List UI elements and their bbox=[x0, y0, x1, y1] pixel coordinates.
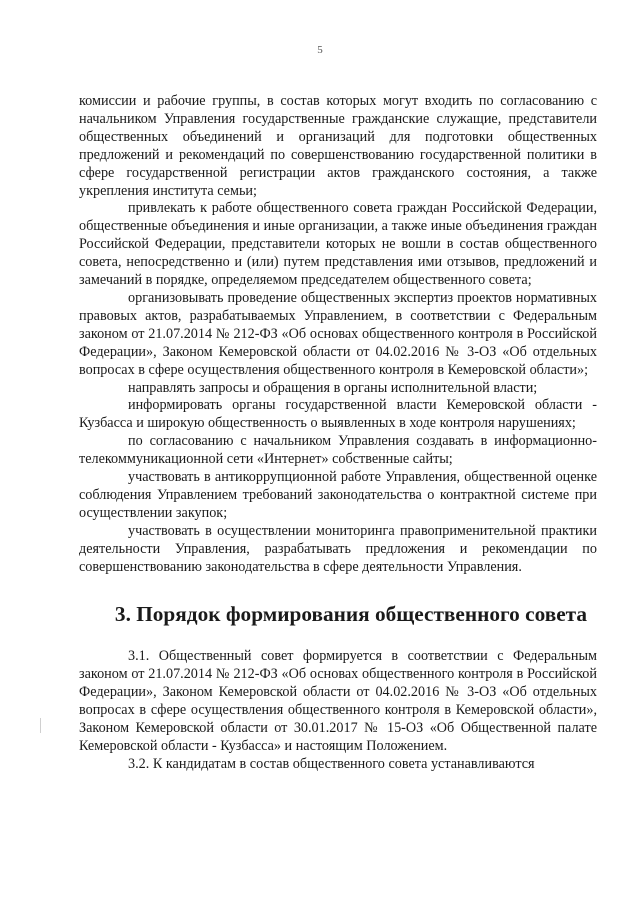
paragraph: привлекать к работе общественного совета граждан Российской Федерации, общественные объединения и иные организации, а также иные объединения граждан Российской Федерации, представители которых не вошли в состав общественного совета, непосредственно и (или) путем представления ими отзывов, предложений и замечаний в порядке, определяемом председателем общественного совета; bbox=[79, 200, 597, 289]
margin-scan-mark bbox=[40, 718, 41, 733]
paragraph: информировать органы государственной власти Кемеровской области - Кузбасса и широкую общественность о выявленных в ходе контроля нарушениях; bbox=[79, 397, 597, 432]
document-body bbox=[79, 93, 597, 774]
paragraph: комиссии и рабочие группы, в состав которых могут входить по согласованию с начальником Управления государственные гражданские служащие, представители общественных объединений и организаций для подготовки общественных предложений и рекомендаций по совершенствованию государственной политики в сфере государственной регистрации актов гражданского состояния, а также укрепления института семьи; bbox=[79, 93, 597, 199]
paragraph: участвовать в осуществлении мониторинга правоприменительной практики деятельности Управления, разрабатывать предложения и рекомендации по совершенствованию законодательства в сфере деятельности Управления. bbox=[79, 522, 597, 575]
paragraph: 3.1. Общественный совет формируется в соответствии с Федеральным законом от 21.07.2014 № 212-ФЗ «Об основах общественного контроля в Российской Федерации», Законом Кемеровской области от 04.02.2016 № 3-ОЗ «Об отдельных вопросах в сфере осуществления общественного контроля в Кемеровской области», Законом Кемеровской области от 30.01.2017 № 15-ОЗ «Об Общественной палате Кемеровской области - Кузбасса» и настоящим Положением. bbox=[79, 648, 597, 754]
section-heading: 3. Порядок формирования общественного совета bbox=[114, 602, 588, 627]
page-number: 5 bbox=[317, 44, 323, 56]
paragraph: участвовать в антикоррупционной работе Управления, общественной оценке соблюдения Управлением требований законодательства о контрактной системе при осуществлении закупок; bbox=[79, 469, 597, 521]
paragraph: организовывать проведение общественных экспертиз проектов нормативных правовых актов, разрабатываемых Управлением, в соответствии с Федеральным законом от 21.07.2014 № 212-ФЗ «Об основах общественного контроля в Российской Федерации», Законом Кемеровской области от 04.02.2016 № 3-ОЗ «Об отдельных вопросах в сфере осуществления общественного контроля в Кемеровской области»; bbox=[79, 289, 597, 378]
paragraph: 3.2. К кандидатам в состав общественного совета устанавливаются bbox=[128, 755, 535, 772]
paragraph: направлять запросы и обращения в органы исполнительной власти; bbox=[128, 379, 538, 396]
paragraph: по согласованию с начальником Управления создавать в информационно-телекоммуникационной сети «Интернет» собственные сайты; bbox=[79, 433, 597, 468]
